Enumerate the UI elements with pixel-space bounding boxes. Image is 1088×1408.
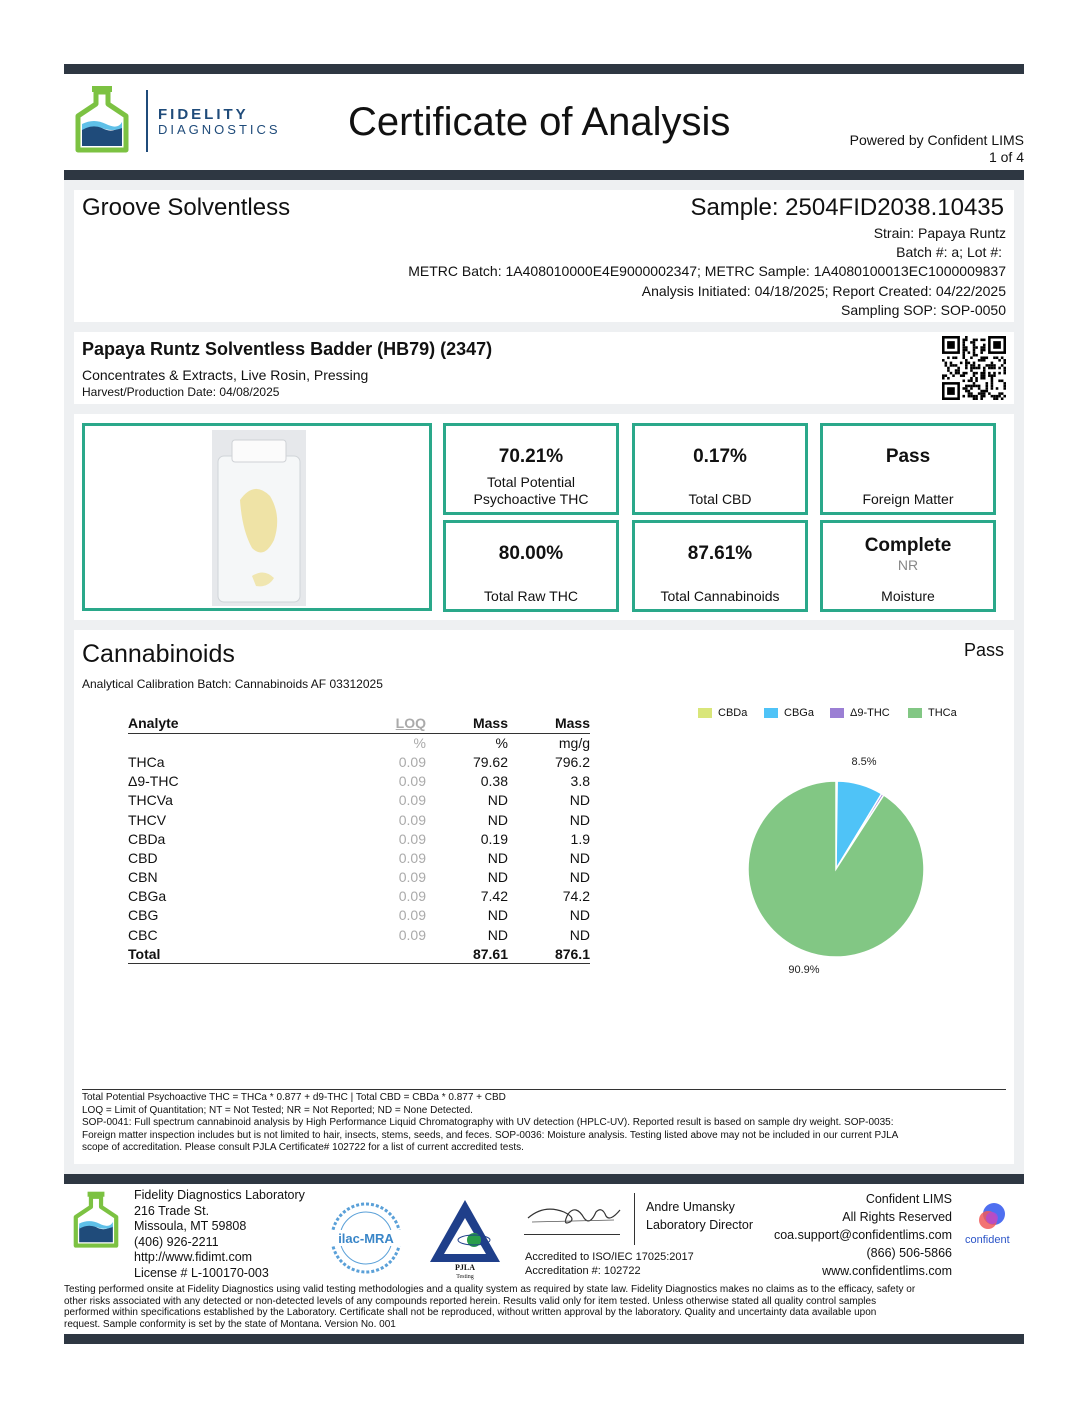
analyte-cell: THCa xyxy=(128,753,165,770)
footnote-line: scope of accreditation. Please consult PJLA Certificate# 102722 for a list of current accredited tests. xyxy=(82,1142,524,1153)
analyte-cell: THCVa xyxy=(128,792,173,809)
footnote-line: SOP-0041: Full spectrum cannabinoid analysis by High Performance Liquid Chromatography with UV detection (HPLC-UV). Reported result is based on sample dry weight. SOP-0035: xyxy=(82,1117,894,1128)
table-row xyxy=(128,906,590,925)
loq-cell: 0.09 xyxy=(398,888,426,905)
lab-name: Fidelity Diagnostics Laboratory xyxy=(134,1188,305,1202)
mass-pct-cell: 0.38 xyxy=(480,773,508,790)
logo-text-diagnostics: DIAGNOSTICS xyxy=(158,122,281,137)
loq-cell: 0.09 xyxy=(398,869,426,886)
total-cannabinoids-label: Total Cannabinoids xyxy=(660,588,780,604)
confident-logo-text: confident xyxy=(965,1234,1010,1246)
summary-panel xyxy=(74,414,1014,620)
unit-analyte xyxy=(128,733,268,752)
loq-cell: 0.09 xyxy=(398,811,426,828)
batch-lot: Batch #: a; Lot #: xyxy=(896,244,1002,260)
accreditation-iso: Accredited to ISO/IEC 17025:2017 xyxy=(525,1251,694,1263)
table-row xyxy=(128,848,590,867)
powered-by: Powered by Confident LIMS xyxy=(849,132,1024,148)
lab-city: Missoula, MT 59808 xyxy=(134,1219,247,1233)
analyte-cell: CBG xyxy=(128,907,159,924)
product-panel xyxy=(74,332,1014,404)
pie-slice-thca xyxy=(748,781,924,957)
footnote-divider xyxy=(82,1089,1006,1090)
disclaimer-line: other risks associated with any detected or non-detected levels of any compounds reported herein. Results valid only for item tested. Unless otherwise stated all quality control samples xyxy=(64,1295,877,1307)
total-cbd-value: 0.17% xyxy=(693,446,747,467)
units-row xyxy=(128,733,590,752)
confident-logo-icon xyxy=(974,1202,1008,1232)
legend-swatch xyxy=(830,708,844,718)
pjla-text: PJLA xyxy=(455,1263,475,1272)
lab-phone: (406) 926-2211 xyxy=(134,1234,219,1249)
analyte-cell: Δ9-THC xyxy=(128,773,179,790)
mass-pct-cell: ND xyxy=(487,849,508,866)
confident-name: Confident LIMS xyxy=(865,1192,952,1206)
analyte-cell: CBGa xyxy=(128,888,167,905)
calibration-batch: Analytical Calibration Batch: Cannabinoids AF 03312025 xyxy=(82,677,383,691)
metrc-info: METRC Batch: 1A408010000E4E9000002347; METRC Sample: 1A4080100013EC1000009837 xyxy=(408,263,1006,279)
lab-address xyxy=(134,1188,305,1281)
lab-street: 216 Trade St. xyxy=(134,1203,210,1218)
client-name: Groove Solventless xyxy=(82,194,291,221)
footer-flask-logo-icon xyxy=(70,1190,122,1254)
moisture-value: Complete xyxy=(864,535,952,556)
total-thc-value: 70.21% xyxy=(498,446,564,467)
unit-mass-mg: mg/g xyxy=(558,735,590,752)
confident-phone: (866) 506-5866 xyxy=(866,1246,952,1260)
pjla-sub-text: Testing xyxy=(456,1274,474,1280)
legend-label: THCa xyxy=(928,707,957,719)
disclaimer xyxy=(64,1284,1024,1330)
signature-divider xyxy=(634,1193,635,1245)
legend-swatch xyxy=(698,708,712,718)
sampling-sop: Sampling SOP: SOP-0050 xyxy=(841,302,1006,318)
cannabinoids-result: Pass xyxy=(963,640,1004,660)
mass-pct-cell: ND xyxy=(487,811,508,828)
total-raw-thc-label: Total Raw THC xyxy=(484,588,578,604)
cannabinoids-pie-chart xyxy=(700,740,980,990)
legend-item xyxy=(830,707,890,719)
mass-mg-cell: ND xyxy=(569,849,590,866)
header xyxy=(64,74,1024,170)
pie-legend xyxy=(698,707,998,723)
page-number: 1 of 4 xyxy=(988,149,1024,165)
top-bar xyxy=(64,64,1024,74)
header-mass-mg: Mass xyxy=(508,714,590,733)
ilac-mra-badge-icon xyxy=(326,1200,406,1276)
pie-data-label: 90.9% xyxy=(788,964,820,976)
table-row xyxy=(128,829,590,848)
footnote-line: Foreign matter inspection includes but is not limited to hair, insects, stems, seeds, and feces. SOP-0036: Moisture analysis. Testing listed above may not be included in our current PJLA xyxy=(82,1129,899,1141)
mass-mg-cell: ND xyxy=(569,926,590,943)
header-loq: LOQ xyxy=(268,714,426,733)
logo-divider xyxy=(146,90,148,152)
ilac-text: ilac-MRA xyxy=(338,1231,394,1246)
legend-swatch xyxy=(908,708,922,718)
mass-mg-cell: 1.9 xyxy=(570,830,590,847)
page-title: Certificate of Analysis xyxy=(348,100,731,144)
disclaimer-line: request. Sample conformity is set by the state of Montana. Version No. 001 xyxy=(64,1318,396,1330)
total-cbd-label: Total CBD xyxy=(688,491,752,507)
mass-pct-cell: ND xyxy=(487,926,508,943)
total-cannabinoids-value: 87.61% xyxy=(687,543,753,564)
table-row xyxy=(128,925,590,944)
table-row xyxy=(128,887,590,906)
analyte-cell: THCV xyxy=(128,811,167,828)
sample-jar-image xyxy=(212,430,306,606)
legend-item xyxy=(698,707,747,719)
legend-label: Δ9-THC xyxy=(850,707,890,719)
loq-cell: 0.09 xyxy=(398,830,426,847)
mass-mg-cell: ND xyxy=(569,811,590,828)
director-title: Laboratory Director xyxy=(646,1218,753,1232)
summary-foreign-matter xyxy=(820,423,996,515)
header-bottom-bar xyxy=(64,170,1024,180)
analyte-cell: CBDa xyxy=(128,830,166,847)
mass-pct-cell: ND xyxy=(487,792,508,809)
director-signature xyxy=(524,1196,624,1232)
analyte-cell: CBD xyxy=(128,849,158,866)
loq-cell: 0.09 xyxy=(398,849,426,866)
lab-web[interactable]: http://www.fidimt.com xyxy=(134,1250,253,1264)
analysis-dates: Analysis Initiated: 04/18/2025; Report Created: 04/22/2025 xyxy=(641,283,1006,299)
loq-cell: 0.09 xyxy=(398,753,426,770)
confident-web[interactable]: www.confidentlims.com xyxy=(822,1264,952,1278)
product-category: Concentrates & Extracts, Live Rosin, Pressing xyxy=(82,367,369,383)
summary-total-raw-thc xyxy=(443,520,619,612)
total-loq xyxy=(268,944,426,963)
mass-mg-cell: ND xyxy=(569,907,590,924)
table-row xyxy=(128,868,590,887)
table-row xyxy=(128,791,590,810)
analyte-cell: CBC xyxy=(128,926,158,943)
footnote-line: Total Potential Psychoactive THC = THCa * 0.877 + d9-THC | Total CBD = CBDa * 0.877 + CBD xyxy=(82,1092,506,1103)
harvest-date: Harvest/Production Date: 04/08/2025 xyxy=(82,385,280,399)
confident-email[interactable]: coa.support@confidentlims.com xyxy=(773,1228,952,1242)
mass-mg-cell: 796.2 xyxy=(554,753,590,770)
loq-cell: 0.09 xyxy=(398,792,426,809)
pjla-testing-badge-icon xyxy=(426,1196,504,1280)
footnote-line: LOQ = Limit of Quantitation; NT = Not Tested; NR = Not Reported; ND = None Detected. xyxy=(82,1104,473,1116)
logo-text-fidelity: FIDELITY xyxy=(158,106,249,123)
mass-mg-cell: ND xyxy=(569,869,590,886)
summary-total-cbd xyxy=(632,423,808,515)
mass-pct-cell: ND xyxy=(487,869,508,886)
mass-mg-cell: 74.2 xyxy=(562,888,590,905)
mass-pct-cell: ND xyxy=(487,907,508,924)
total-thc-label: Total Potential Psychoactive THC xyxy=(473,474,589,507)
disclaimer-line: Testing performed onsite at Fidelity Diagnostics using valid testing methodologies and a quality system as required by state law. Fidelity Diagnostics makes no claims as to the efficacy, safety or xyxy=(64,1284,916,1295)
unit-mass-pct: % xyxy=(495,735,508,752)
mass-pct-cell: 79.62 xyxy=(472,753,508,770)
header-mass-pct: Mass xyxy=(426,714,508,733)
legend-label: CBGa xyxy=(784,707,814,719)
cannabinoids-title: Cannabinoids xyxy=(82,640,235,668)
loq-cell: 0.09 xyxy=(398,926,426,943)
foreign-matter-label: Foreign Matter xyxy=(862,491,954,507)
total-raw-thc-value: 80.00% xyxy=(498,543,564,564)
footer-top-bar xyxy=(64,1174,1024,1184)
pie-data-label: 8.5% xyxy=(851,756,877,768)
table-row xyxy=(128,772,590,791)
summary-moisture xyxy=(820,520,996,612)
summary-total-cannabinoids xyxy=(632,520,808,612)
confident-info xyxy=(774,1190,952,1280)
foreign-matter-value: Pass xyxy=(885,446,931,467)
legend-swatch xyxy=(764,708,778,718)
mass-mg-cell: ND xyxy=(569,792,590,809)
legend-label: CBDa xyxy=(718,707,748,719)
mass-pct-cell: 0.19 xyxy=(480,830,508,847)
moisture-sub: NR xyxy=(897,557,919,573)
signature-line xyxy=(524,1234,620,1235)
legend-item xyxy=(908,707,957,719)
accreditation-number: Accreditation #: 102722 xyxy=(525,1265,641,1277)
disclaimer-line: performed within specifications established by the Laboratory. Certificate shall not be reproduced, without written approval by the laboratory. Quality and uncertainty data available upon xyxy=(64,1307,877,1318)
table-header-row xyxy=(128,714,590,733)
confident-rights: All Rights Reserved xyxy=(842,1210,952,1224)
flask-logo-icon xyxy=(72,84,132,160)
unit-loq: % xyxy=(413,735,426,752)
strain: Strain: Papaya Runtz xyxy=(873,225,1006,241)
product-name: Papaya Runtz Solventless Badder (HB79) (2347) xyxy=(82,339,493,359)
cannabinoids-table xyxy=(128,714,590,964)
bottom-bar xyxy=(64,1334,1024,1344)
total-label: Total xyxy=(128,944,268,963)
header-analyte: Analyte xyxy=(128,714,268,733)
product-image-frame xyxy=(82,423,432,611)
total-row xyxy=(128,944,590,963)
loq-cell: 0.09 xyxy=(398,773,426,790)
mass-mg-cell: 3.8 xyxy=(570,773,590,790)
summary-total-thc xyxy=(443,423,619,515)
analyte-cell: CBN xyxy=(128,869,158,886)
legend-item xyxy=(764,707,814,719)
client-panel xyxy=(74,190,1014,322)
table-row xyxy=(128,752,590,771)
moisture-label: Moisture xyxy=(881,588,935,604)
sample-id: Sample: 2504FID2038.10435 xyxy=(690,194,1004,221)
table-row xyxy=(128,810,590,829)
loq-cell: 0.09 xyxy=(398,907,426,924)
total-mass-mg: 876.1 xyxy=(508,944,590,963)
lab-license: License # L-100170-003 xyxy=(134,1265,269,1280)
qr-code-icon[interactable] xyxy=(942,336,1006,400)
director-name: Andre Umansky xyxy=(646,1200,735,1214)
mass-pct-cell: 7.42 xyxy=(480,888,508,905)
footnotes xyxy=(82,1092,1006,1155)
total-mass-pct: 87.61 xyxy=(426,944,508,963)
